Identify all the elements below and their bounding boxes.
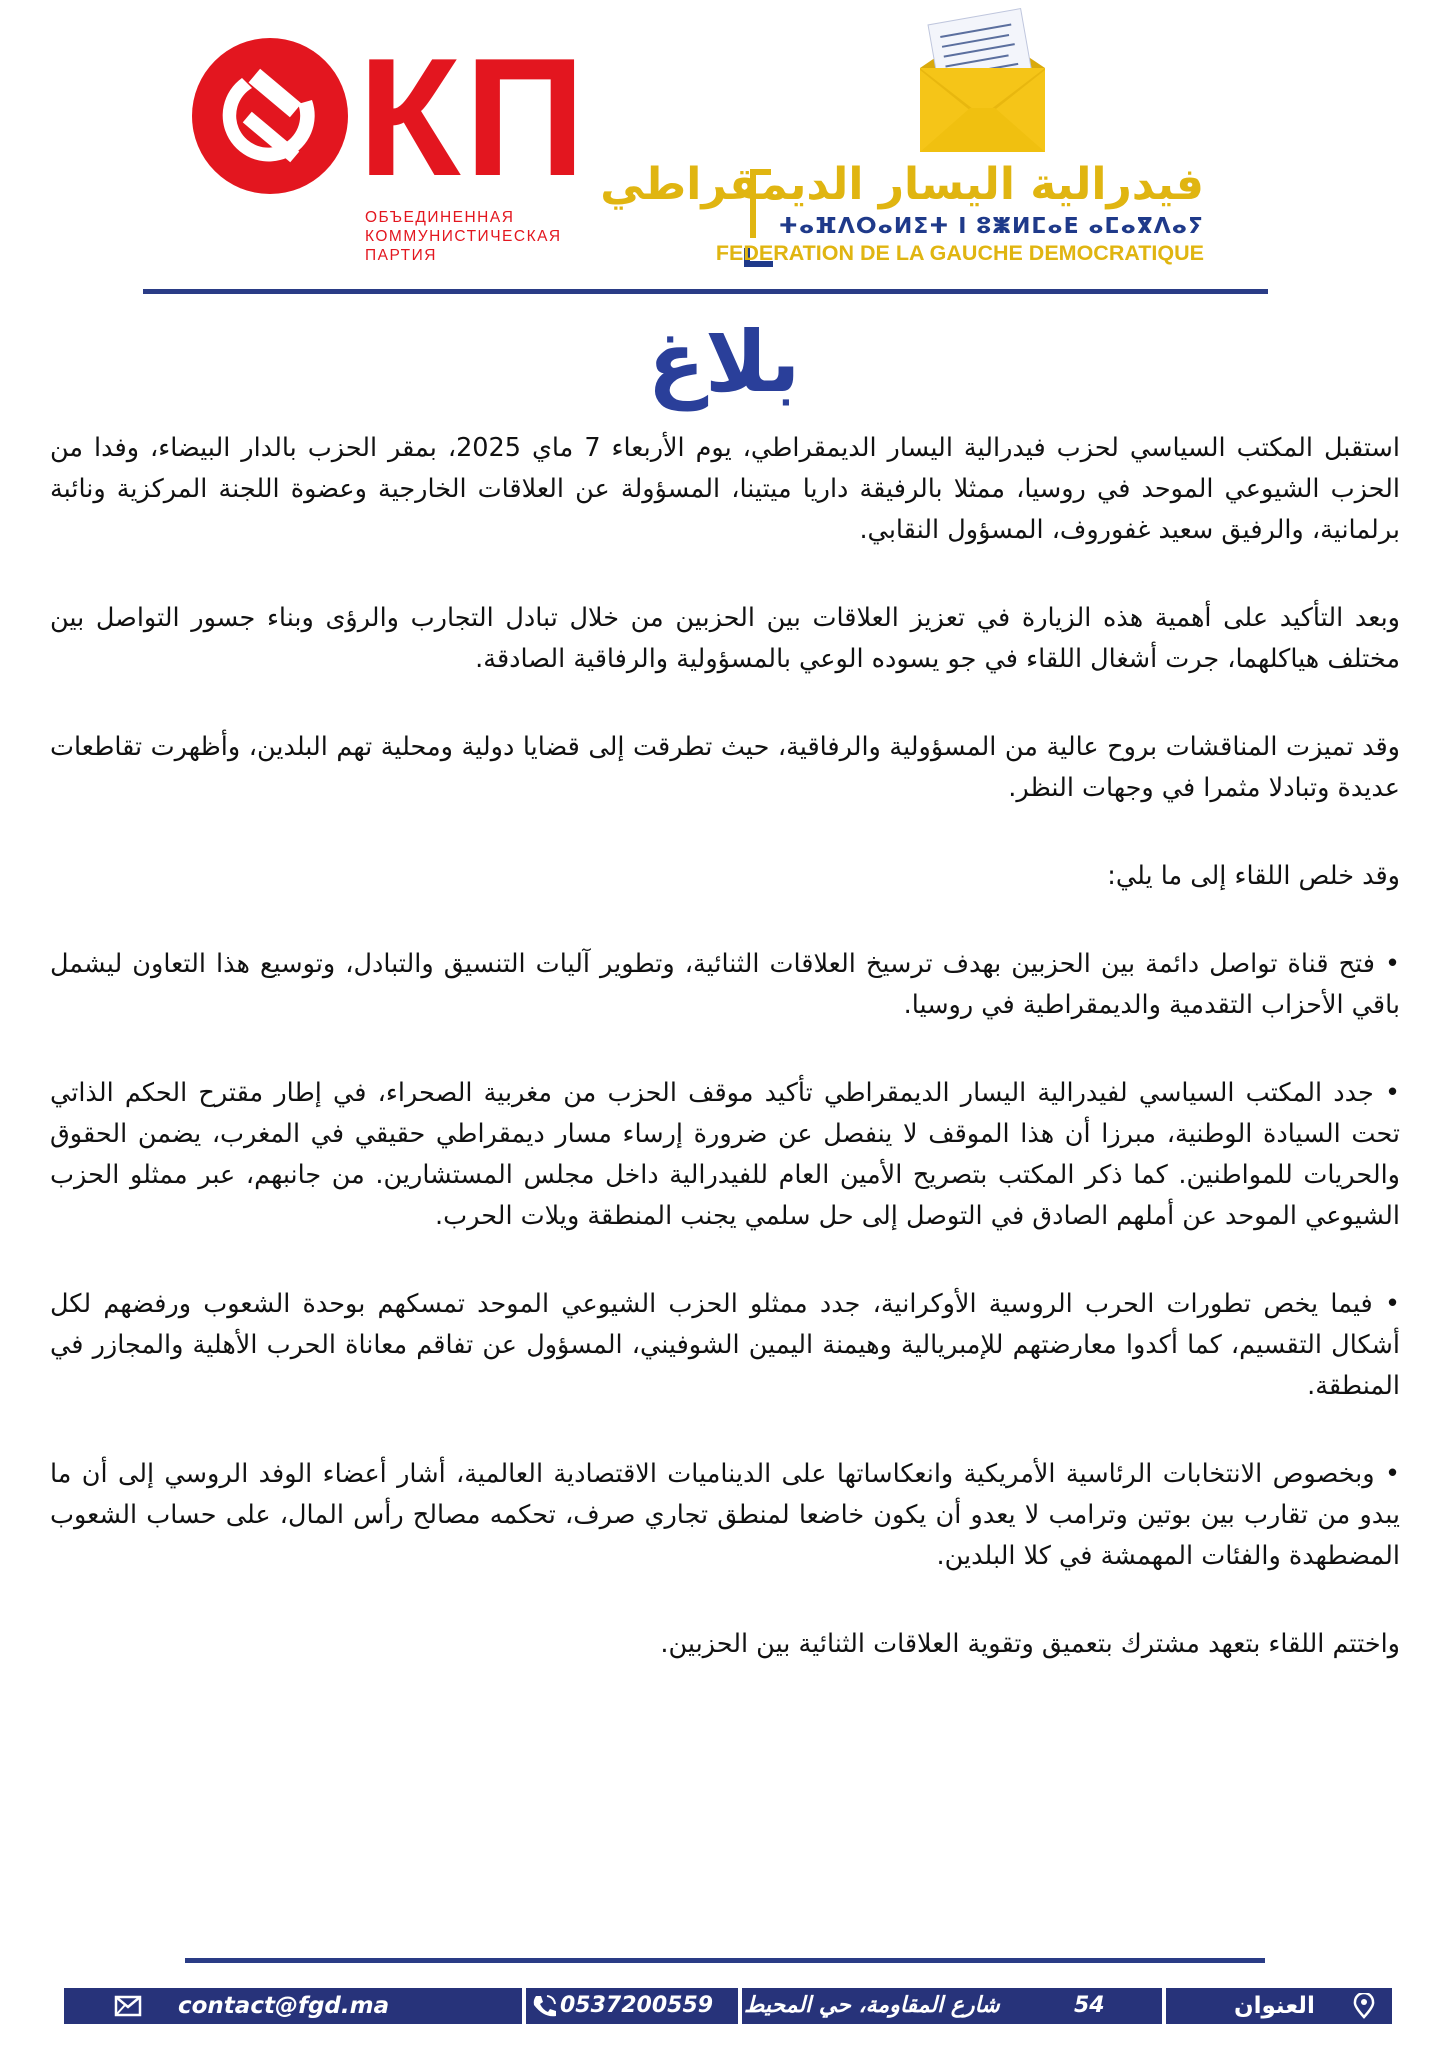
footer-separator bbox=[1162, 1988, 1166, 2024]
bullet-ukraine-war: • فيما يخص تطورات الحرب الروسية الأوكرانية، جدد ممثلو الحزب الشيوعي الموحد تمسكهم بوحدة الشعوب ورفضهم لكل أشكال التقسيم، كما أكدوا معارضتهم للإمبريالية وهيمنة اليمين الشوفيني، المسؤول عن تفاقم معاناة الحرب الأهلية والمجازر في المنطقة. bbox=[50, 1289, 1400, 1401]
bullet-us-elections: • وبخصوص الانتخابات الرئاسية الأمريكية وانعكاساتها على الديناميات الاقتصادية العالمية، أشار أعضاء الوفد الروسي إلى أن ما يبدو من تقارب بين بوتين وترامب لا يعدو أن يكون خاضعا لمنطق تجاري صرف، تحكمه مصالح رأس المال، على حساب الشعوب المضطهدة والفئات المهمشة في كلا البلدين. bbox=[50, 1459, 1400, 1571]
footer-separator bbox=[738, 1988, 742, 2024]
fgd-name-french: FEDERATION DE LA GAUCHE DEMOCRATIQUE bbox=[715, 241, 1204, 265]
document-title: بلاغ bbox=[647, 313, 801, 411]
kp-subtitle: ОБЪЕДИНЕННАЯ КОММУНИСТИЧЕСКАЯ ПАРТИЯ bbox=[365, 209, 562, 264]
paragraph-importance: وبعد التأكيد على أهمية هذه الزيارة في تعزيز العلاقات بين الحزبين من خلال تبادل التجارب والرؤى وبناء جسور التواصل بين مختلف هياكلهما، جرت أشغال اللقاء في جو يسوده الوعي بالمسؤولية والرفاقية الصادقة. bbox=[50, 603, 1400, 674]
kp-party-logo bbox=[190, 23, 590, 264]
paragraph-conclusions-heading: وقد خلص اللقاء إلى ما يلي: bbox=[1107, 861, 1400, 891]
kp-letters: КП bbox=[358, 23, 590, 211]
paragraph-discussions: وقد تميزت المناقشات بروح عالية من المسؤولية والرفاقية، حيث تطرقت إلى قضايا دولية ومحلية تهم البلدين، وأظهرت تقاطعات عديدة وتبادلا مثمرا في وجهات النظر. bbox=[50, 732, 1400, 803]
phone-icon bbox=[530, 1993, 558, 2019]
bullet-communication-channel: • فتح قناة تواصل دائمة بين الحزبين بهدف ترسيخ العلاقات الثنائية، وتطوير آليات التنسيق والتبادل، وتوسيع هذا التعاون ليشمل باقي الأحزاب التقدمية والديمقراطية في روسيا. bbox=[50, 949, 1400, 1020]
header-divider bbox=[143, 289, 1268, 294]
footer-separator bbox=[522, 1988, 526, 2024]
footer-street: شارع المقاومة، حي المحيط bbox=[744, 1993, 1000, 2018]
mail-icon bbox=[114, 1993, 142, 2019]
bullet-sahara-position: • جدد المكتب السياسي لفيدرالية اليسار الديمقراطي تأكيد موقف الحزب من مغربية الصحراء، في إطار مقترح الحكم الذاتي تحت السيادة الوطنية، مبرزا أن هذا الموقف لا ينفصل عن ضرورة إرساء مسار ديمقراطي حقيقي في المغرب، يضمن الحقوق والحريات للمواطنين. كما ذكر المكتب بتصريح الأمين العام للفيدرالية داخل مجلس المستشارين. من جانبهم، عبر ممثلو الحزب الشيوعي الموحد عن أملهم الصادق في التوصل إلى حل سلمي يجنب المنطقة ويلات الحرب. bbox=[50, 1078, 1400, 1231]
paragraph-closing: واختتم اللقاء بتعهد مشترك بتعميق وتقوية العلاقات الثنائية بين الحزبين. bbox=[660, 1629, 1400, 1659]
footer-address-label: العنوان bbox=[1234, 1993, 1315, 2019]
footer-divider bbox=[185, 1958, 1265, 1963]
location-pin-icon bbox=[1350, 1993, 1378, 2019]
fgd-party-logo bbox=[600, 8, 1210, 268]
footer-phone[interactable]: 0537200559 bbox=[560, 1993, 714, 2018]
fgd-name-tifinagh: ⵜⴰⴼⴷⵔⴰⵍⵉⵜ ⵏ ⵓⵥⵍⵎⴰⴹ ⴰⵎⴰⴳⴷⴰⵢ bbox=[778, 214, 1204, 239]
envelope-icon bbox=[910, 8, 1055, 158]
paragraph-intro: استقبل المكتب السياسي لحزب فيدرالية اليسار الديمقراطي، يوم الأربعاء 7 ماي 2025، بمقر الحزب بالدار البيضاء، وفدا من الحزب الشيوعي الموحد في روسيا، ممثلا بالرفيقة داريا ميتينا، المسؤولة عن العلاقات الخارجية وعضوة اللجنة المركزية ونائبة برلمانية، والرفيق سعيد غفوروف، المسؤول النقابي. bbox=[50, 433, 1401, 545]
footer-street-number: 54 bbox=[1074, 1993, 1105, 2018]
hammer-sickle-icon bbox=[190, 36, 350, 196]
footer-contact-bar bbox=[64, 1988, 1392, 2024]
footer-email[interactable]: contact@fgd.ma bbox=[178, 1993, 390, 2019]
fgd-name-arabic: فيدرالية اليسار الديمقراطي bbox=[600, 159, 1204, 210]
document-body bbox=[50, 428, 1400, 1665]
